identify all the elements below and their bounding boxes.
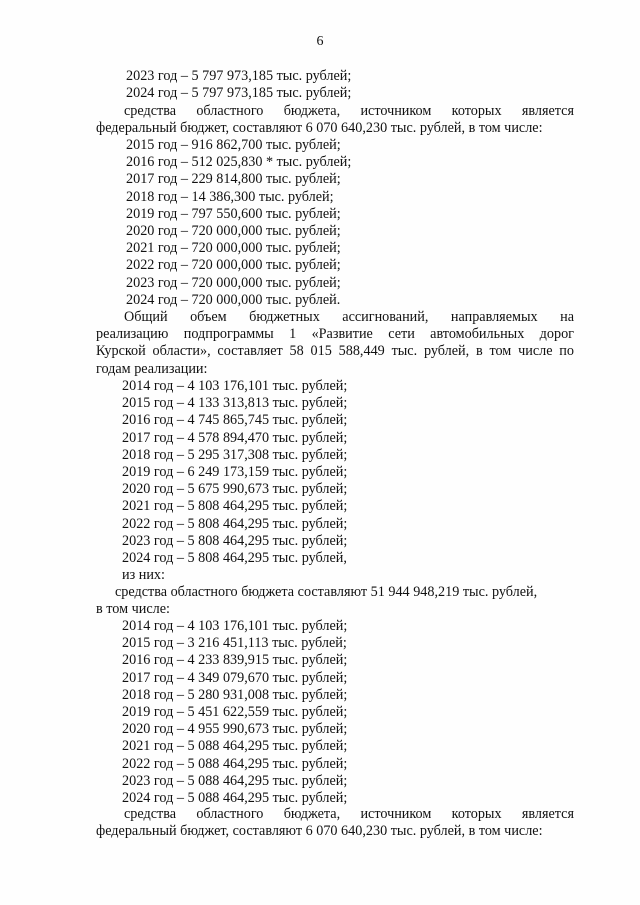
list-item: 2015 год – 4 133 313,813 тыс. рублей;	[122, 395, 348, 412]
list-item: 2020 год – 5 675 990,673 тыс. рублей;	[122, 481, 348, 498]
list-item: 2022 год – 5 088 464,295 тыс. рублей;	[122, 755, 348, 772]
paragraph-line: годам реализации:	[96, 360, 208, 377]
list-item: 2016 год – 4 233 839,915 тыс. рублей;	[122, 652, 348, 669]
list-item: 2017 год – 4 349 079,670 тыс. рублей;	[122, 669, 348, 686]
list-item: 2024 год – 720 000,000 тыс. рублей.	[126, 291, 341, 308]
list-item: 2014 год – 4 103 176,101 тыс. рублей;	[122, 618, 348, 634]
year-list-regional	[96, 618, 574, 807]
list-item: 2023 год – 5 088 464,295 тыс. рублей;	[122, 772, 348, 789]
list-item: 2020 год – 4 955 990,673 тыс. рублей;	[122, 721, 348, 738]
list-item: 2024 год – 5 088 464,295 тыс. рублей;	[122, 790, 348, 807]
paragraph-line: Общий объем бюджетных ассигнований, направляемых на	[124, 309, 574, 325]
list-item: 2016 год – 4 745 865,745 тыс. рублей;	[122, 412, 348, 429]
list-item: 2023 год – 5 797 973,185 тыс. рублей;	[126, 68, 352, 84]
list-item: 2022 год – 5 808 464,295 тыс. рублей;	[122, 515, 348, 532]
list-item: 2024 год – 5 808 464,295 тыс. рублей,	[122, 550, 347, 567]
paragraph-regional-budget	[96, 584, 574, 618]
list-item: 2017 год – 4 578 894,470 тыс. рублей;	[122, 429, 348, 446]
list-item: 2024 год – 5 797 973,185 тыс. рублей;	[126, 85, 352, 102]
list-item: 2019 год – 5 451 622,559 тыс. рублей;	[122, 704, 348, 721]
list-item: 2015 год – 3 216 451,113 тыс. рублей;	[122, 635, 347, 652]
list-item: 2018 год – 5 280 931,008 тыс. рублей;	[122, 686, 348, 703]
year-list-subprogram	[96, 378, 574, 584]
list-item: 2014 год – 4 103 176,101 тыс. рублей;	[122, 378, 348, 394]
list-item: 2016 год – 512 025,830 * тыс. рублей;	[126, 154, 352, 171]
paragraph-federal-1	[96, 103, 574, 137]
list-item: 2018 год – 5 295 317,308 тыс. рублей;	[122, 446, 348, 463]
list-item: 2023 год – 720 000,000 тыс. рублей;	[126, 274, 341, 291]
list-item: 2021 год – 5 808 464,295 тыс. рублей;	[122, 498, 348, 515]
paragraph-line: средства областного бюджета составляют 51 944 948,219 тыс. рублей,	[115, 584, 538, 600]
page-number: 6	[316, 34, 324, 49]
list-item: 2019 год – 6 249 173,159 тыс. рублей;	[122, 464, 348, 481]
paragraph-line: федеральный бюджет, составляют 6 070 640,230 тыс. рублей, в том числе:	[96, 120, 543, 137]
paragraph-line: Курской области», составляет 58 015 588,449 тыс. рублей, в том числе по	[96, 343, 574, 360]
list-item: 2020 год – 720 000,000 тыс. рублей;	[126, 223, 341, 240]
list-item: 2023 год – 5 808 464,295 тыс. рублей;	[122, 532, 348, 549]
year-list-federal-1	[96, 137, 574, 309]
paragraph-line: средства областного бюджета, источником которых является	[124, 806, 574, 822]
paragraph-line: средства областного бюджета, источником которых является	[124, 103, 574, 119]
list-item: 2021 год – 5 088 464,295 тыс. рублей;	[122, 738, 348, 755]
list-item: 2018 год – 14 386,300 тыс. рублей;	[126, 188, 334, 205]
list-item-tail: из них:	[122, 567, 165, 584]
list-item: 2019 год – 797 550,600 тыс. рублей;	[126, 205, 341, 222]
list-item: 2022 год – 720 000,000 тыс. рублей;	[126, 257, 341, 274]
paragraph-subprogram-total	[96, 309, 574, 378]
paragraph-line: федеральный бюджет, составляют 6 070 640,230 тыс. рублей, в том числе:	[96, 823, 543, 840]
paragraph-line: в том числе:	[96, 601, 170, 618]
paragraph-line: реализацию подпрограммы 1 «Развитие сети автомобильных дорог	[96, 326, 574, 343]
list-item: 2017 год – 229 814,800 тыс. рублей;	[126, 171, 341, 188]
list-item: 2021 год – 720 000,000 тыс. рублей;	[126, 240, 341, 257]
year-list-top	[96, 68, 574, 102]
paragraph-federal-2	[96, 806, 574, 840]
list-item: 2015 год – 916 862,700 тыс. рублей;	[126, 137, 341, 153]
